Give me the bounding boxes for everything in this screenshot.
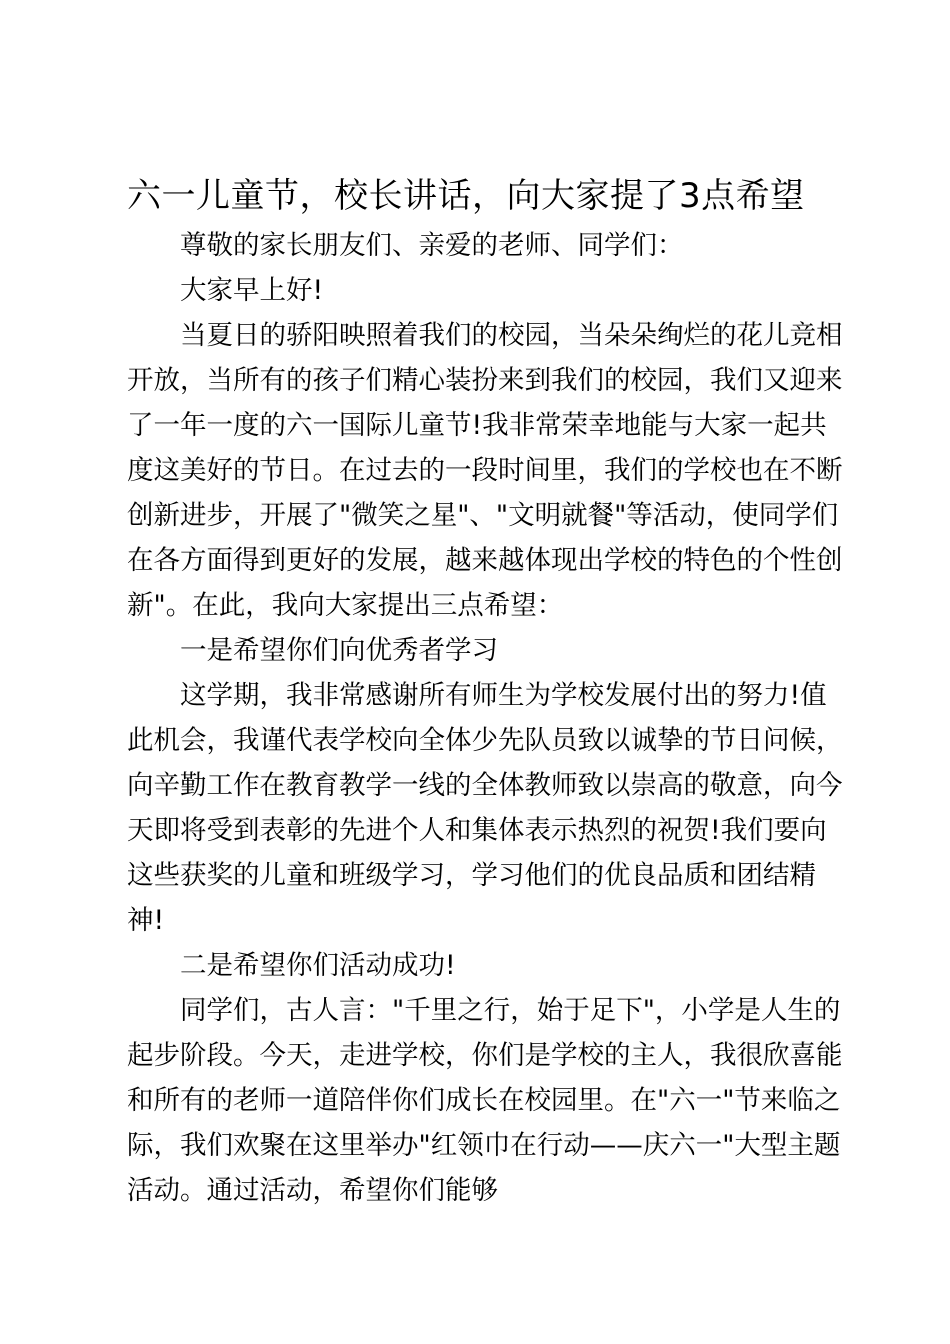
greeting: 大家早上好! bbox=[180, 275, 324, 306]
hope-two-paragraph: 同学们，古人言："千里之行，始于足下"，小学是人生的起步阶段。今天，走进学校，你们是学校的主人，我很欣喜能和所有的老师一道陪伴你们成长在校园里。在"六一"节来临之际，我们欢聚在这里举办"红领巾在行动——庆六一"大型主题活动。通过活动，希望你们能够 bbox=[127, 995, 843, 1206]
hope-two-heading: 二是希望你们活动成功! bbox=[180, 950, 456, 981]
hope-one-paragraph: 这学期，我非常感谢所有师生为学校发展付出的努力!值此机会，我谨代表学校向全体少先队员致以诚挚的节日问候，向辛勤工作在教育教学一线的全体教师致以崇高的敬意，向今天即将受到表彰的先进个人和集体表示热烈的祝贺!我们要向这些获奖的儿童和班级学习，学习他们的优良品质和团结精神! bbox=[127, 680, 843, 936]
document-title: 六一儿童节，校长讲话，向大家提了3点希望 bbox=[127, 176, 805, 216]
hope-one-heading: 一是希望你们向优秀者学习 bbox=[180, 635, 498, 666]
intro-paragraph: 当夏日的骄阳映照着我们的校园，当朵朵绚烂的花儿竞相开放，当所有的孩子们精心装扮来到我们的校园，我们又迎来了一年一度的六一国际儿童节!我非常荣幸地能与大家一起共度这美好的节日。在过去的一段时间里，我们的学校也在不断创新进步，开展了"微笑之星"、"文明就餐"等活动，使同学们在各方面得到更好的发展，越来越体现出学校的特色的个性创新"。在此，我向大家提出三点希望： bbox=[127, 320, 843, 621]
document-body bbox=[127, 223, 847, 1213]
salutation: 尊敬的家长朋友们、亲爱的老师、同学们： bbox=[180, 230, 684, 261]
